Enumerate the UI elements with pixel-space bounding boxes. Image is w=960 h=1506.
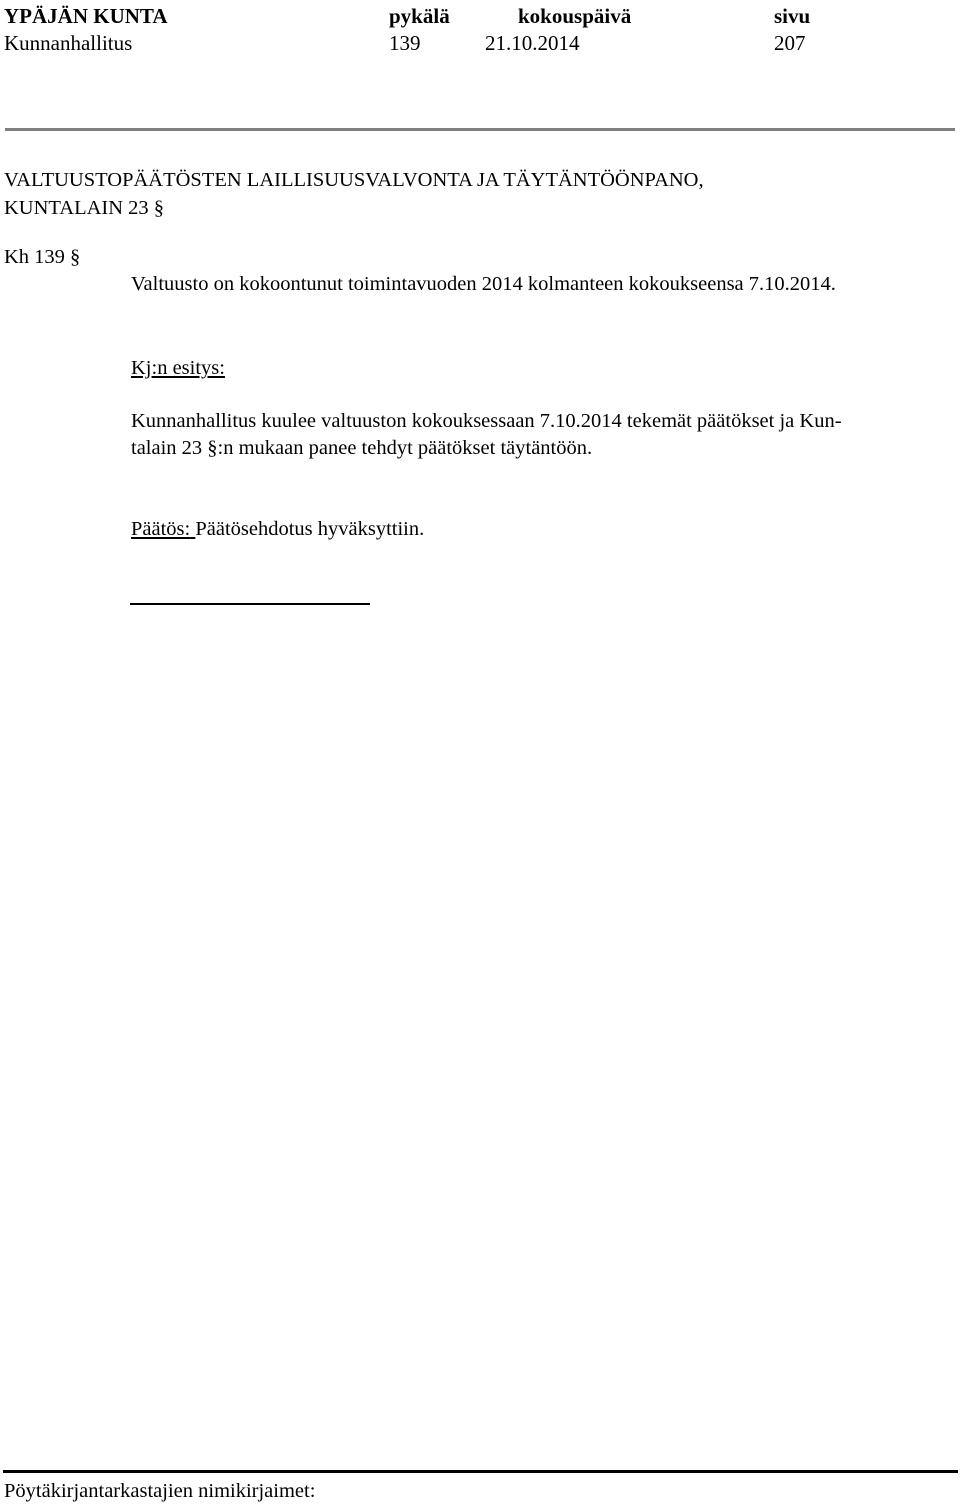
section-number: 139 bbox=[389, 31, 421, 55]
proposal-line-2: talain 23 §:n mukaan panee tehdyt päätökset täytäntöön. bbox=[131, 437, 593, 459]
proposal-line-1: Kunnanhallitus kuulee valtuuston kokouksessaan 7.10.2014 tekemät päätökset ja Kun- bbox=[131, 410, 842, 432]
body-name: Kunnanhallitus bbox=[4, 31, 133, 55]
item-intro: Valtuusto on kokoontunut toimintavuoden 2014 kolmanteen kokoukseensa 7.10.2014. bbox=[131, 273, 836, 295]
section-label: pykälä bbox=[389, 4, 450, 28]
municipality-name: YPÄJÄN KUNTA bbox=[4, 4, 168, 28]
header-divider bbox=[5, 128, 955, 131]
footer-initials-label: Pöytäkirjantarkastajien nimikirjaimet: bbox=[4, 1480, 316, 1502]
page-number: 207 bbox=[774, 31, 806, 55]
page-label: sivu bbox=[774, 4, 811, 28]
decision-label: Päätös: bbox=[131, 518, 191, 540]
decision-paragraph bbox=[131, 517, 424, 541]
item-reference: Kh 139 § bbox=[4, 246, 81, 268]
meeting-date: 21.10.2014 bbox=[485, 31, 580, 55]
proposal-label: Kj:n esitys: bbox=[131, 357, 225, 379]
end-of-section-rule bbox=[130, 603, 370, 605]
date-label: kokouspäivä bbox=[518, 4, 632, 28]
footer-divider bbox=[3, 1470, 958, 1473]
title-line-1: VALTUUSTOPÄÄTÖSTEN LAILLISUUSVALVONTA JA TÄYTÄNTÖÖNPANO, bbox=[4, 169, 704, 191]
title-line-2: KUNTALAIN 23 § bbox=[4, 197, 165, 219]
decision-text: Päätösehdotus hyväksyttiin. bbox=[195, 518, 425, 540]
